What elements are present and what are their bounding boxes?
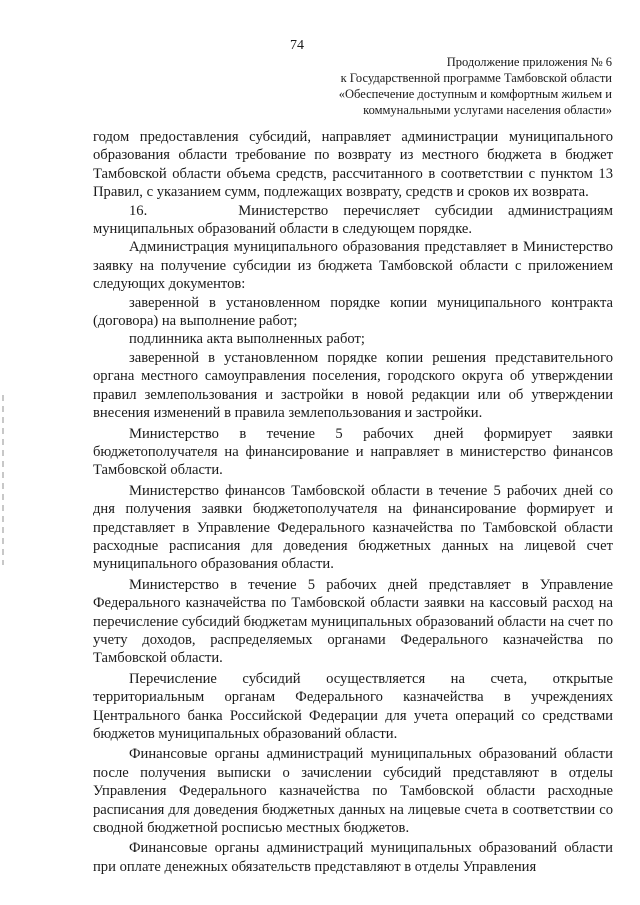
- paragraph: Перечисление субсидий осуществляется на счета, открытые территориальным органам Федерального казначейства в учреждениях Центрального банка Российской Федерации для учета операций со средствами бюджетов муниципальных образований области.: [93, 670, 613, 742]
- paragraph: Финансовые органы администраций муниципальных образований области после получения выписки о зачислении субсидий представляют в отделы Управления Федерального казначейства по Тамбовской области расходные расписания для доведения бюджетных данных на лицевые счета в соответствии со сводной бюджетной росписью местных бюджетов.: [93, 746, 613, 837]
- paragraph: Министерство в течение 5 рабочих дней представляет в Управление Федерального казначейства по Тамбовской области заявки на кассовый расход на перечисление субсидий бюджетам муниципальных образований области на счет по учету доходов, распределяемых органами Федерального казначейства по Тамбовской области.: [93, 576, 613, 667]
- paragraph: Финансовые органы администраций муниципальных образований области при оплате денежных обязательств представляют в отделы Управления: [93, 840, 613, 875]
- document-body: [93, 128, 613, 876]
- paragraph: Министерство финансов Тамбовской области в течение 5 рабочих дней со дня получения заявки бюджетополучателя на финансирование формирует и представляет в Управление Федерального казначейства по Тамбовской области расходные расписания для доведения бюджетных данных на лицевой счет муниципального образования области.: [93, 482, 613, 573]
- header-line-3: «Обеспечение доступным и комфортным жильем и: [338, 87, 612, 101]
- appendix-header: [282, 54, 612, 118]
- header-line-2: к Государственной программе Тамбовской области: [340, 71, 612, 85]
- paragraph: 16. Министерство перечисляет субсидии администрациям муниципальных образований области в следующем порядке.: [93, 202, 613, 238]
- paragraph: годом предоставления субсидий, направляет администрации муниципального образования области требование по возврату из местного бюджета в бюджет Тамбовской области объема средств, рассчитанного в соответствии с пунктом 13 Правил, с указанием сумм, подлежащих возврату, средств и сроков их возврата.: [93, 129, 613, 201]
- paragraph: заверенной в установленном порядке копии решения представительного органа местного самоуправления поселения, городского округа об утверждении правил землепользования и застройки в новой редакции или об утверждении внесения изменений в правила землепользования и застройки.: [93, 349, 613, 422]
- binding-edge-mark: [2, 395, 4, 565]
- paragraph: Администрация муниципального образования представляет в Министерство заявку на получение субсидии из бюджета Тамбовской области с приложением следующих документов:: [93, 239, 613, 293]
- header-line-1: Продолжение приложения № 6: [446, 55, 612, 69]
- paragraph: подлинника акта выполненных работ;: [129, 331, 365, 348]
- paragraph: заверенной в установленном порядке копии муниципального контракта (договора) на выполнение работ;: [93, 294, 613, 330]
- page-number: 74: [290, 38, 304, 53]
- paragraph: Министерство в течение 5 рабочих дней формирует заявки бюджетополучателя на финансирование и направляет в министерство финансов Тамбовской области.: [93, 425, 613, 479]
- header-line-4: коммунальными услугами населения области»: [363, 103, 612, 117]
